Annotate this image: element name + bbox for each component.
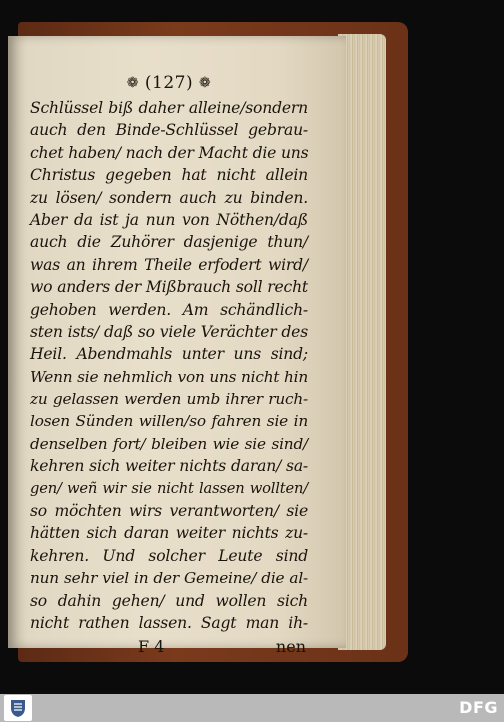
text-line: gen/ weñ wir sie nicht lassen wollten/ <box>30 479 308 497</box>
text-line: Aber da ist ja nun von Nöthen/daß <box>30 210 308 229</box>
text-line: nun sehr viel in der Gemeine/ die al- <box>30 569 308 588</box>
text-lines <box>30 97 308 634</box>
text-line: gehoben werden. Am schändlich- <box>30 300 308 319</box>
text-line: kehren sich weiter nichts daran/ sa- <box>30 457 308 476</box>
library-crest-icon[interactable] <box>4 695 32 721</box>
text-line: wo anders der Mißbrauch soll recht <box>30 278 308 297</box>
text-line: zu gelassen werden umb ihrer ruch- <box>30 390 308 409</box>
text-line: chet haben/ nach der Macht die uns <box>30 143 309 162</box>
text-line: kehren. Und solcher Leute sind <box>30 546 308 565</box>
text-line: sten ists/ daß so viele Verächter des <box>30 322 308 341</box>
text-line: auch den Binde-Schlüssel gebrau- <box>30 121 308 140</box>
ornament-left-icon: ❁ <box>126 75 139 91</box>
text-line: losen Sünden willen/so fahren sie in <box>30 412 308 431</box>
text-line: Wenn sie nehmlich von uns nicht hin <box>30 367 308 386</box>
catchword: nen <box>275 637 306 657</box>
dfg-logo[interactable]: DFG <box>459 698 498 717</box>
text-line: zu lösen/ sondern auch zu binden. <box>30 188 308 207</box>
text-line: so dahin gehen/ und wollen sich <box>30 591 308 610</box>
page-number: (127) <box>144 73 194 93</box>
text-line: Schlüssel biß daher alleine/sondern <box>30 99 308 117</box>
signature-mark: F 4 <box>138 637 165 657</box>
viewer-footer-bar <box>0 694 504 722</box>
text-line: hätten sich daran weiter nichts zu- <box>30 524 308 543</box>
crest-shape-icon <box>9 698 27 718</box>
page-header <box>30 71 308 97</box>
text-line: so möchten wirs verantworten/ sie <box>30 502 308 521</box>
page-footer <box>30 636 308 658</box>
text-line: nicht rathen lassen. Sagt man ih- <box>30 613 308 632</box>
text-line: was an ihrem Theile erfodert wird/ <box>30 255 308 274</box>
text-line: Christus gegeben hat nicht allein <box>30 166 308 185</box>
text-line: Heil. Abendmahls unter uns sind; <box>30 345 308 364</box>
text-line: denselben fort/ bleiben wie sie sind/ <box>30 434 308 453</box>
text-line: auch die Zuhörer dasjenige thun/ <box>30 233 308 252</box>
ornament-right-icon: ❁ <box>199 75 212 91</box>
book-page <box>8 36 346 657</box>
text-block <box>30 71 308 658</box>
